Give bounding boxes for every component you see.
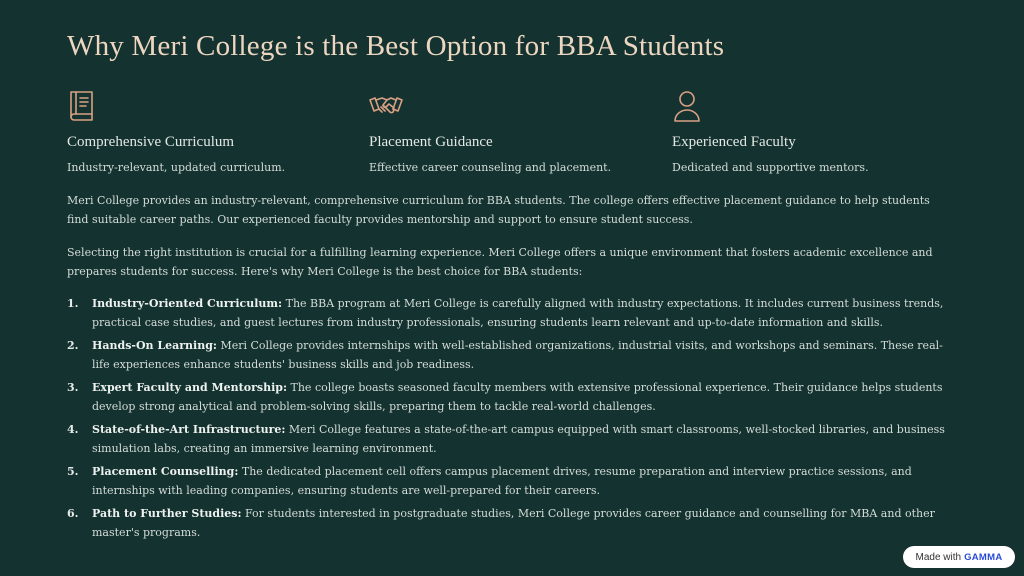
list-item-text: Meri College features a state-of-the-art campus equipped with smart classrooms, well-stocked libraries, and business simulation labs, creating an immersive learning environment.	[92, 423, 945, 455]
list-number: 6.	[67, 507, 79, 520]
feature-curriculum	[67, 89, 357, 174]
list-item-text: The college boasts seasoned faculty members with extensive professional experience. Their guidance helps students develop strong analytical and problem-solving skills, preparing them to tackle real-world challenges.	[92, 381, 943, 413]
list-item-title: Hands-On Learning:	[92, 339, 217, 352]
list-item-text: The dedicated placement cell offers campus placement drives, resume preparation and interview practice sessions, and internships with leading companies, ensuring students are well-prepared for their careers.	[92, 465, 912, 497]
feature-faculty	[672, 89, 962, 174]
list-number: 3.	[67, 381, 79, 394]
list-item-title: Path to Further Studies:	[92, 507, 242, 520]
list-item	[67, 504, 957, 542]
list-item	[67, 294, 957, 332]
list-number: 5.	[67, 465, 79, 478]
feature-title: Placement Guidance	[369, 134, 493, 150]
list-item	[67, 336, 957, 374]
feature-description: Industry-relevant, updated curriculum.	[67, 161, 286, 174]
person-icon	[672, 89, 702, 123]
feature-title: Experienced Faculty	[672, 134, 796, 150]
selection-paragraph: Selecting the right institution is crucial for a fulfilling learning experience. Meri College offers a unique environment that fosters academic excellence and prepares students for success. Here's why Meri College is the best choice for BBA students:	[67, 246, 933, 278]
list-item-title: Industry-Oriented Curriculum:	[92, 297, 283, 310]
made-with-gamma-badge[interactable]	[903, 546, 1015, 568]
feature-row	[67, 89, 967, 184]
handshake-icon	[369, 89, 403, 123]
book-icon	[67, 89, 97, 123]
list-number: 4.	[67, 423, 79, 436]
feature-placement	[369, 89, 659, 174]
feature-title: Comprehensive Curriculum	[67, 134, 235, 150]
feature-description: Dedicated and supportive mentors.	[672, 161, 869, 174]
reasons-list	[67, 294, 957, 546]
list-item-title: State-of-the-Art Infrastructure:	[92, 423, 286, 436]
list-number: 1.	[67, 297, 79, 310]
list-number: 2.	[67, 339, 79, 352]
list-item	[67, 420, 957, 458]
badge-prefix: Made with	[915, 551, 962, 563]
list-item-title: Expert Faculty and Mentorship:	[92, 381, 288, 394]
gamma-logo: GAMMA	[964, 551, 1003, 563]
feature-description: Effective career counseling and placement.	[369, 161, 612, 174]
list-item	[67, 462, 957, 500]
list-item	[67, 378, 957, 416]
page-title: Why Meri College is the Best Option for BBA Students	[67, 30, 725, 62]
intro-paragraph: Meri College provides an industry-relevant, comprehensive curriculum for BBA students. The college offers effective placement guidance to help students find suitable career paths. Our experienced faculty provides mentorship and support to ensure student success.	[67, 194, 930, 226]
list-item-title: Placement Counselling:	[92, 465, 239, 478]
list-item-text: For students interested in postgraduate studies, Meri College provides career guidance and counselling for MBA and other master's programs.	[92, 507, 935, 539]
list-item-text: The BBA program at Meri College is carefully aligned with industry expectations. It includes current business trends, practical case studies, and guest lectures from industry professionals, ensuring students learn relevant and up-to-date information and skills.	[92, 297, 944, 329]
list-item-text: Meri College provides internships with well-established organizations, industrial visits, and workshops and seminars. These real-life experiences enhance students' business skills and job readiness.	[92, 339, 943, 371]
